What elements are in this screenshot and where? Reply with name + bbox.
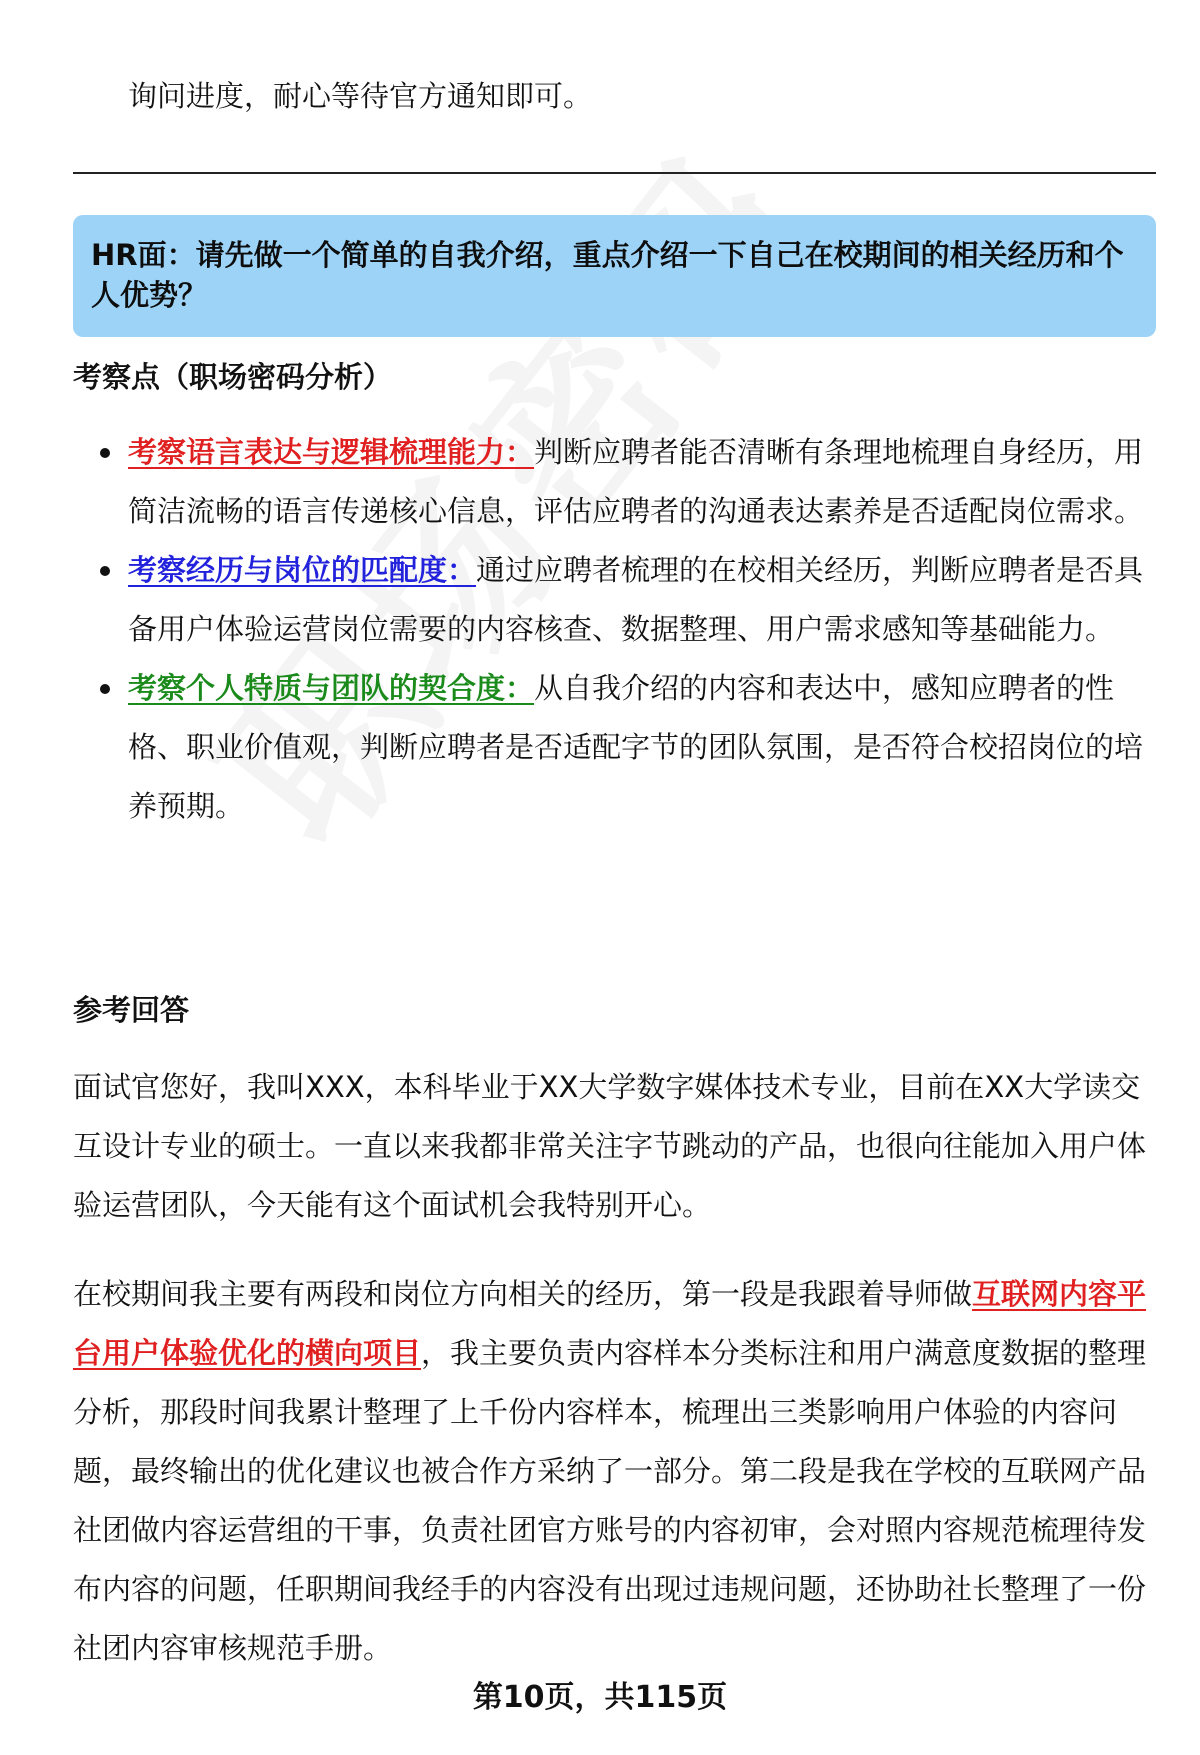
answer-text: ，我主要负责内容样本分类标注和用户满意度数据的整理分析，那段时间我累计整理了上千份内容样本，梳理出三类影响用户体验的内容问题，最终输出的优化建议也被合作方采纳了一部分。第二段是我在学校的互联网产品社团做内容运营组的干事，负责社团官方账号的内容初审，会对照内容规范梳理待发布内容的问题，任职期间我经手的内容没有出现过违规问题，还协助社长整理了一份社团内容审核规范手册。: [73, 1336, 1147, 1665]
assessment-item: [128, 423, 1148, 541]
assessment-item-text: 判断应聘者能否清晰有条理地梳理自身经历，用简洁流畅的语言传递核心信息，评估应聘者的沟通表达素养是否适配岗位需求。: [128, 435, 1144, 528]
assessment-item-text: 通过应聘者梳理的在校相关经历，判断应聘者是否具备用户体验运营岗位需要的内容核查、数据整理、用户需求感知等基础能力。: [128, 553, 1144, 646]
assessment-item: [128, 541, 1148, 659]
assessment-item-lead: 考察经历与岗位的匹配度：: [128, 553, 477, 587]
assessment-item-text: 从自我介绍的内容和表达中，感知应聘者的性格、职业价值观，判断应聘者是否适配字节的团队氛围，是否符合校招岗位的培养预期。: [128, 671, 1144, 823]
assessment-item-lead: 考察个人特质与团队的契合度：: [128, 671, 535, 705]
section-heading-answer: 参考回答: [73, 993, 190, 1027]
section-heading-assessment: 考察点（职场密码分析）: [73, 360, 393, 394]
answer-paragraph: [73, 1265, 1158, 1678]
assessment-item-lead: 考察语言表达与逻辑梳理能力：: [128, 435, 535, 469]
assessment-item: [128, 659, 1148, 836]
answer-text: 在校期间我主要有两段和岗位方向相关的经历，第一段是我跟着导师做: [73, 1277, 973, 1311]
page-number: 第10页，共115页: [472, 1680, 728, 1715]
question-text: HR面：请先做一个简单的自我介绍，重点介绍一下自己在校期间的相关经历和个人优势？: [91, 238, 1124, 312]
horizontal-divider: [73, 172, 1156, 174]
highlighted-project: 互联网内容平台用户体验优化的横向项目: [73, 1277, 1147, 1370]
intro-line: 询问进度，耐心等待官方通知即可。: [128, 79, 593, 113]
assessment-list: [128, 423, 1148, 836]
question-box: [73, 215, 1156, 337]
answer-paragraph: 面试官您好，我叫XXX，本科毕业于XX大学数字媒体技术专业，目前在XX大学读交互设计专业的硕士。一直以来我都非常关注字节跳动的产品，也很向往能加入用户体验运营团队，今天能有这个面试机会我特别开心。: [73, 1070, 1147, 1222]
